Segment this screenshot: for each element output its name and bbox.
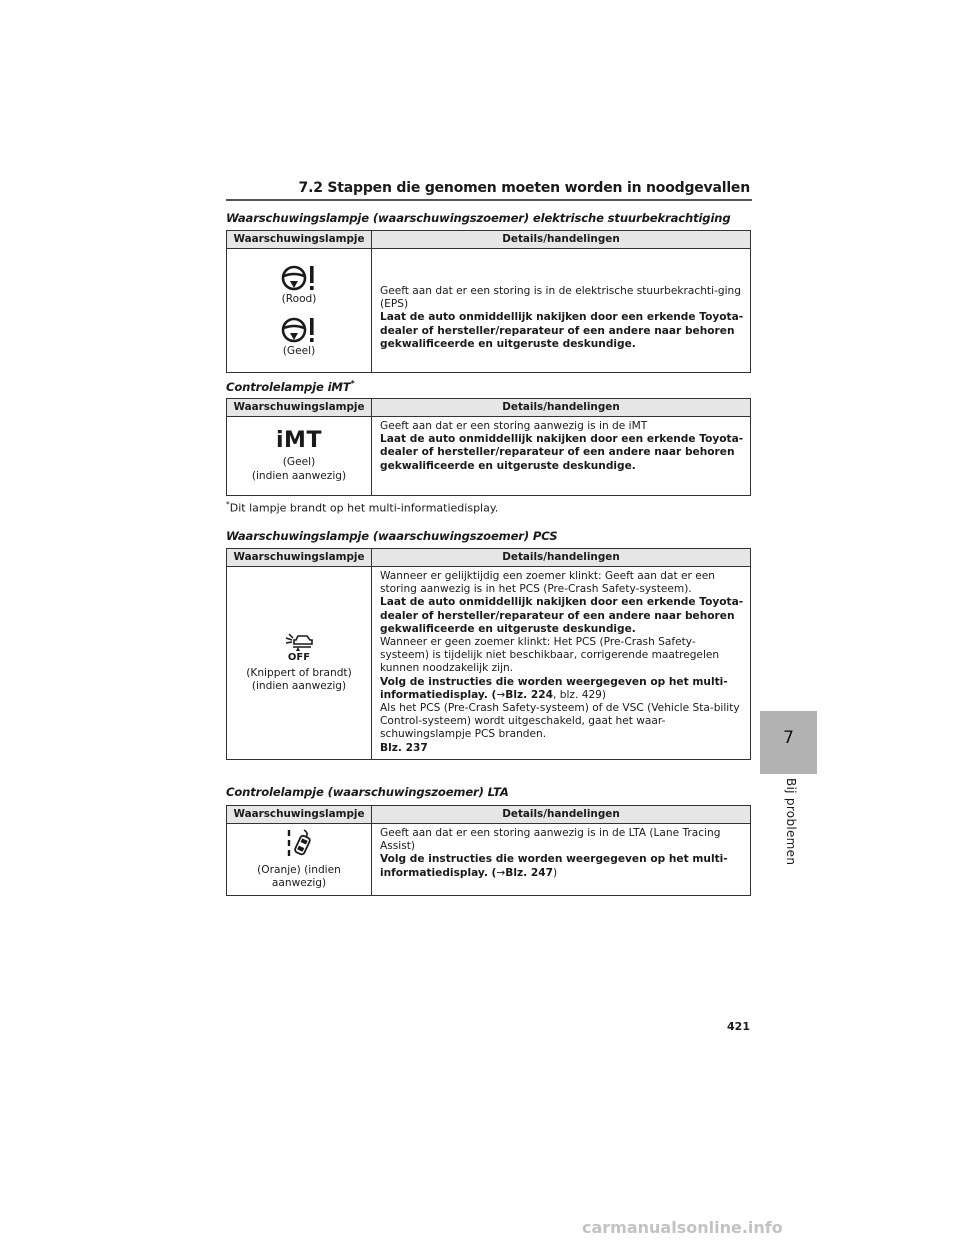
details-bold-text: Volg de instructies die worden weergegeven op het multi-informatiedisplay. ( — [380, 853, 728, 879]
table-header-row — [227, 549, 751, 567]
details-cell — [372, 567, 751, 760]
details-reference-line — [380, 853, 744, 879]
details-cell — [372, 249, 751, 373]
lamp-caption-availability: (indien aanwezig) — [251, 680, 347, 693]
details-text: Als het PCS (Pre-Crash Safety-systeem) of de VSC (Vehicle Sta-bility Control-systeem) wordt uitgeschakeld, gaat het waar-schuwingslampje PCS branden. — [380, 702, 740, 741]
lamp-cell — [227, 417, 372, 496]
table-imt — [226, 398, 751, 496]
details-text: ) — [553, 866, 558, 879]
pcs-off-label: OFF — [287, 652, 311, 664]
lamp-caption-availability: (indien aanwezig) — [251, 469, 347, 482]
page-number: 421 — [727, 1020, 750, 1033]
table-row — [227, 249, 751, 373]
header-divider — [226, 199, 752, 201]
steering-warning-yellow-icon — [279, 315, 319, 345]
details-text: Geeft aan dat er een storing aanwezig is in de LTA (Lane Tracing Assist) — [380, 827, 721, 853]
table-row — [227, 567, 751, 760]
lamp-caption-color: (Geel) — [282, 456, 316, 469]
imt-icon: iMT — [276, 428, 322, 454]
details-bold-text: Volg de instructies die worden weergegeven op het multi-informatiedisplay. ( — [380, 675, 728, 701]
table-pcs — [226, 548, 751, 760]
col-header-details: Details/handelingen — [372, 549, 751, 567]
pcs-collision-icon — [284, 632, 314, 652]
col-header-lamp: Waarschuwingslampje — [227, 399, 372, 417]
footnote-mark: * — [350, 379, 355, 388]
details-bold-text: Laat de auto onmiddellijk nakijken door een erkende Toyota-dealer of hersteller/reparateur of een andere naar behoren gekwalificeerde en uitgeruste deskundige. — [380, 311, 744, 350]
page-header-title: 7.2 Stappen die genomen moeten worden in noodgevallen — [298, 180, 750, 196]
table-eps — [226, 230, 751, 373]
watermark: carmanualsonline.info — [582, 1218, 783, 1237]
section-title-imt — [226, 379, 355, 394]
col-header-lamp: Waarschuwingslampje — [227, 549, 372, 567]
table-row — [227, 417, 751, 496]
footnote-text: Dit lampje brandt op het multi-informatiedisplay. — [229, 501, 499, 515]
section-title-eps: Waarschuwingslampje (waarschuwingszoemer) elektrische stuurbekrachtiging — [226, 211, 731, 225]
details-cell — [372, 417, 751, 496]
page-reference-link[interactable]: Blz. 247 — [505, 866, 553, 879]
table-row — [227, 824, 751, 896]
chapter-label: Bij problemen — [784, 778, 798, 866]
details-text: Wanneer er gelijktijdig een zoemer klinkt: Geeft aan dat er een storing aanwezig is in het PCS (Pre-Crash Safety-systeem). — [380, 570, 716, 596]
steering-warning-red-icon — [279, 263, 319, 293]
details-text: Geeft aan dat er een storing aanwezig is in de iMT — [380, 420, 648, 432]
page-reference-link[interactable]: Blz. 224 — [505, 688, 553, 701]
lane-tracing-assist-icon — [284, 828, 314, 860]
col-header-lamp: Waarschuwingslampje — [227, 806, 372, 824]
col-header-details: Details/handelingen — [372, 806, 751, 824]
details-reference-line — [380, 676, 744, 702]
details-cell — [372, 824, 751, 896]
table-lta — [226, 805, 751, 896]
lamp-caption-state: (Knippert of brandt) — [246, 667, 352, 680]
details-text: Wanneer er geen zoemer klinkt: Het PCS (Pre-Crash Safety-systeem) is tijdelijk niet beschikbaar, corrigerende maatregelen kunnen noodzakelijk zijn. — [380, 636, 720, 675]
col-header-lamp: Waarschuwingslampje — [227, 231, 372, 249]
col-header-details: Details/handelingen — [372, 231, 751, 249]
lamp-cell — [227, 567, 372, 760]
lamp-caption-red: (Rood) — [281, 293, 317, 306]
details-bold-text: Laat de auto onmiddellijk nakijken door een erkende Toyota-dealer of hersteller/reparateur of een andere naar behoren gekwalificeerde en uitgeruste deskundige. — [380, 596, 744, 635]
lamp-cell — [227, 249, 372, 373]
table-header-row — [227, 399, 751, 417]
lamp-caption-color: (Oranje) (indien aanwezig) — [257, 864, 341, 890]
arrow-icon: → — [496, 866, 506, 879]
arrow-icon: → — [496, 688, 506, 701]
details-text: , blz. 429) — [553, 688, 607, 701]
lamp-cell — [227, 824, 372, 896]
details-bold-text: Laat de auto onmiddellijk nakijken door een erkende Toyota-dealer of hersteller/reparateur of een andere naar behoren gekwalificeerde en uitgeruste deskundige. — [380, 433, 744, 472]
table-header-row — [227, 806, 751, 824]
table-header-row — [227, 231, 751, 249]
section-title-pcs: Waarschuwingslampje (waarschuwingszoemer) PCS — [226, 529, 558, 543]
section-title-lta: Controlelampje (waarschuwingszoemer) LTA — [226, 785, 509, 799]
lamp-caption-yellow: (Geel) — [282, 344, 316, 357]
footnote — [226, 500, 498, 515]
col-header-details: Details/handelingen — [372, 399, 751, 417]
details-text: Geeft aan dat er een storing is in de elektrische stuurbekrachti-ging (EPS) — [380, 285, 741, 311]
section-title-imt-text: Controlelampje iMT — [226, 379, 351, 394]
page-reference-link[interactable]: Blz. 237 — [380, 741, 428, 754]
footnote-mark: * — [226, 500, 230, 509]
chapter-number: 7 — [783, 728, 794, 748]
